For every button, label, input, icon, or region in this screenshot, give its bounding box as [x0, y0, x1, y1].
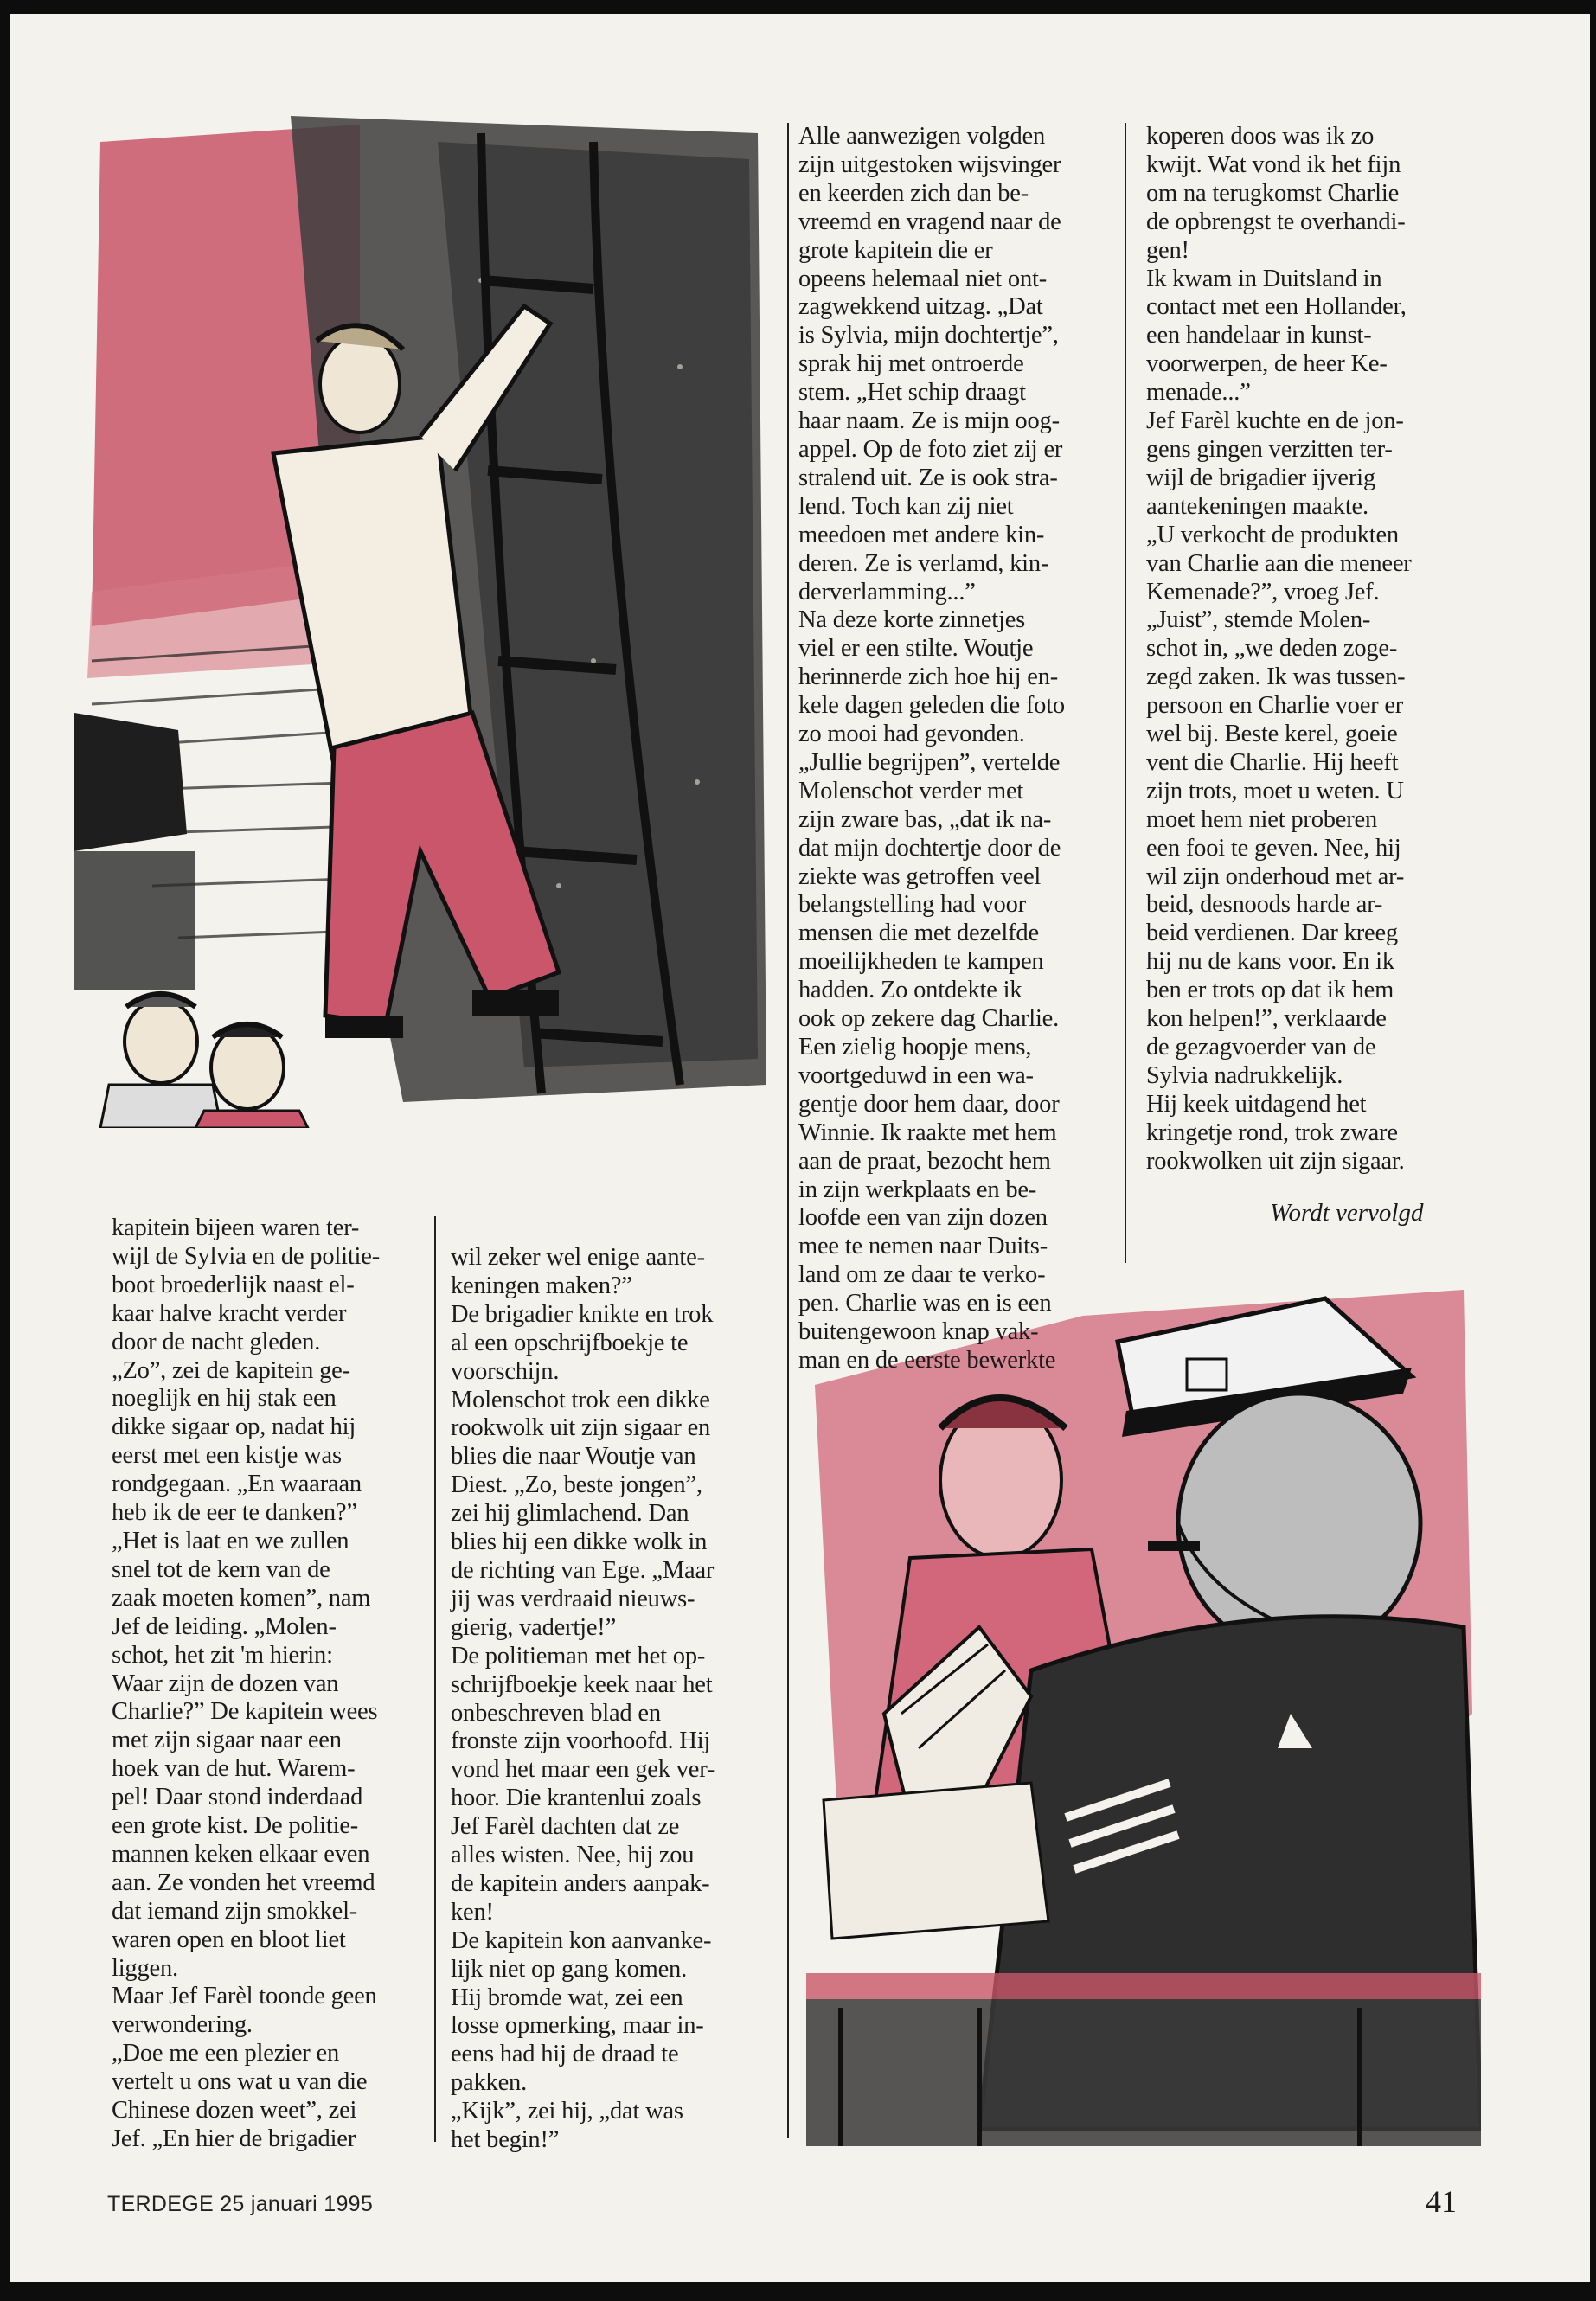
to-be-continued: Wordt vervolgd	[1270, 1199, 1424, 1227]
article-column-3: Alle aanwezigen volgden zijn uitgestoken wijsvinger en keerden zich dan be- vreemd en vragend naar de grote kapitein die er opeens helemaal niet ont- zagwekkend uitzag. „Dat is Sylvia, mijn dochtertje”, sprak hij met ontroerde stem. „Het schip draagt haar naam. Ze is mijn oog- appel. Op de foto ziet zij er stralend uit. Ze is ook stra- lend. Toch kan zij niet meedoen met andere kin- deren. Ze is verlamd, kin- derverlamming...” Na deze korte zinnetjes viel er een stilte. Woutje herinnerde zich hoe hij en- kele dagen geleden die foto zo mooi had gevonden. „Jullie begrijpen”, vertelde Molenschot verder met zijn zware bas, „dat ik na- dat mijn dochtertje door de ziekte was getroffen veel belangstelling had voor mensen die met dezelfde moeilijkheden te kampen hadden. Zo ontdekte ik ook op zekere dag Charlie. Een zielig hoopje mens, voortgeduwd in een wa- gentje door hem daar, door Winnie. Ik raakte met hem aan de praat, bezocht hem in zijn werkplaats en be- loofde een van zijn dozen mee te nemen naar Duits- land om ze daar te verko- pen. Charlie was en is een buitengewoon knap vak- man en de eerste bewerkte	[798, 123, 1065, 1374]
illustration-captain	[806, 1264, 1481, 2146]
illustration-ladder-climber	[74, 107, 775, 1128]
column-rule-2	[787, 123, 789, 2138]
page-number: 41	[1426, 2184, 1457, 2219]
magazine-page	[10, 14, 1590, 2282]
column-rule-3	[1125, 123, 1126, 1263]
publication-footer: TERDEGE 25 januari 1995	[107, 2192, 374, 2216]
article-column-4: koperen doos was ik zo kwijt. Wat vond ik het fijn om na terugkomst Charlie de opbrengst te overhandi- gen! Ik kwam in Duitsland in contact met een Hollander, een handelaar in kunst- voorwerpen, de heer Ke- menade...” Jef Farèl kuchte en de jon- gens gingen verzitten ter- wijl de brigadier ijverig aantekeningen maakte. „U verkocht de produkten van Charlie aan die meneer Kemenade?”, vroeg Jef. „Juist”, stemde Molen- schot in, „we deden zoge- zegd zaken. Ik was tussen- persoon en Charlie voer er wel bij. Beste kerel, goeie vent die Charlie. Hij heeft zijn trots, moet u weten. U moet hem niet proberen een fooi te geven. Nee, hij wil zijn onderhoud met ar- beid, desnoods harde ar- beid verdienen. Dar kreeg hij nu de kans voor. En ik ben er trots op dat ik hem kon helpen!”, verklaarde de gezagvoerder van de Sylvia nadrukkelijk. Hij keek uitdagend het kringetje rond, trok zware rookwolken uit zijn sigaar.	[1146, 123, 1412, 1175]
article-column-2: wil zeker wel enige aante- keningen maken?” De brigadier knikte en trok al een opschrijfboekje te voorschijn. Molenschot trok een dikke rookwolk uit zijn sigaar en blies die naar Woutje van Diest. „Zo, beste jongen”, zei hij glimlachend. Dan blies hij een dikke wolk in de richting van Ege. „Maar jij was verdraaid nieuws- gierig, vadertje!” De politieman met het op- schrijfboekje keek naar het onbeschreven blad en fronste zijn voorhoofd. Hij vond het maar een gek ver- hoor. Die krantenlui zoals Jef Farèl dachten dat ze alles wisten. Nee, hij zou de kapitein anders aanpak- ken! De kapitein kon aanvanke- lijk niet op gang komen. Hij bromde wat, zei een losse opmerking, maar in- eens had hij de draad te pakken. „Kijk”, zei hij, „dat was het begin!”	[451, 1244, 715, 2154]
column-rule-1	[434, 1216, 436, 2142]
article-column-1: kapitein bijeen waren ter- wijl de Sylvia en de politie- boot broederlijk naast el- kaar halve kracht verder door de nacht gleden. „Zo”, zei de kapitein ge- noeglijk en hij stak een dikke sigaar op, nadat hij eerst met een kistje was rondgegaan. „En waaraan heb ik de eer te danken?” „Het is laat en we zullen snel tot de kern van de zaak moeten komen”, nam Jef de leiding. „Molen- schot, het zit 'm hierin: Waar zijn de dozen van Charlie?” De kapitein wees met zijn sigaar naar een hoek van de hut. Warem- pel! Daar stond inderdaad een grote kist. De politie- mannen keken elkaar even aan. Ze vonden het vreemd dat iemand zijn smokkel- waren open en bloot liet liggen. Maar Jef Farèl toonde geen verwondering. „Doe me een plezier en vertelt u ons wat u van die Chinese dozen weet”, zei Jef. „En hier de brigadier	[112, 1215, 381, 2152]
